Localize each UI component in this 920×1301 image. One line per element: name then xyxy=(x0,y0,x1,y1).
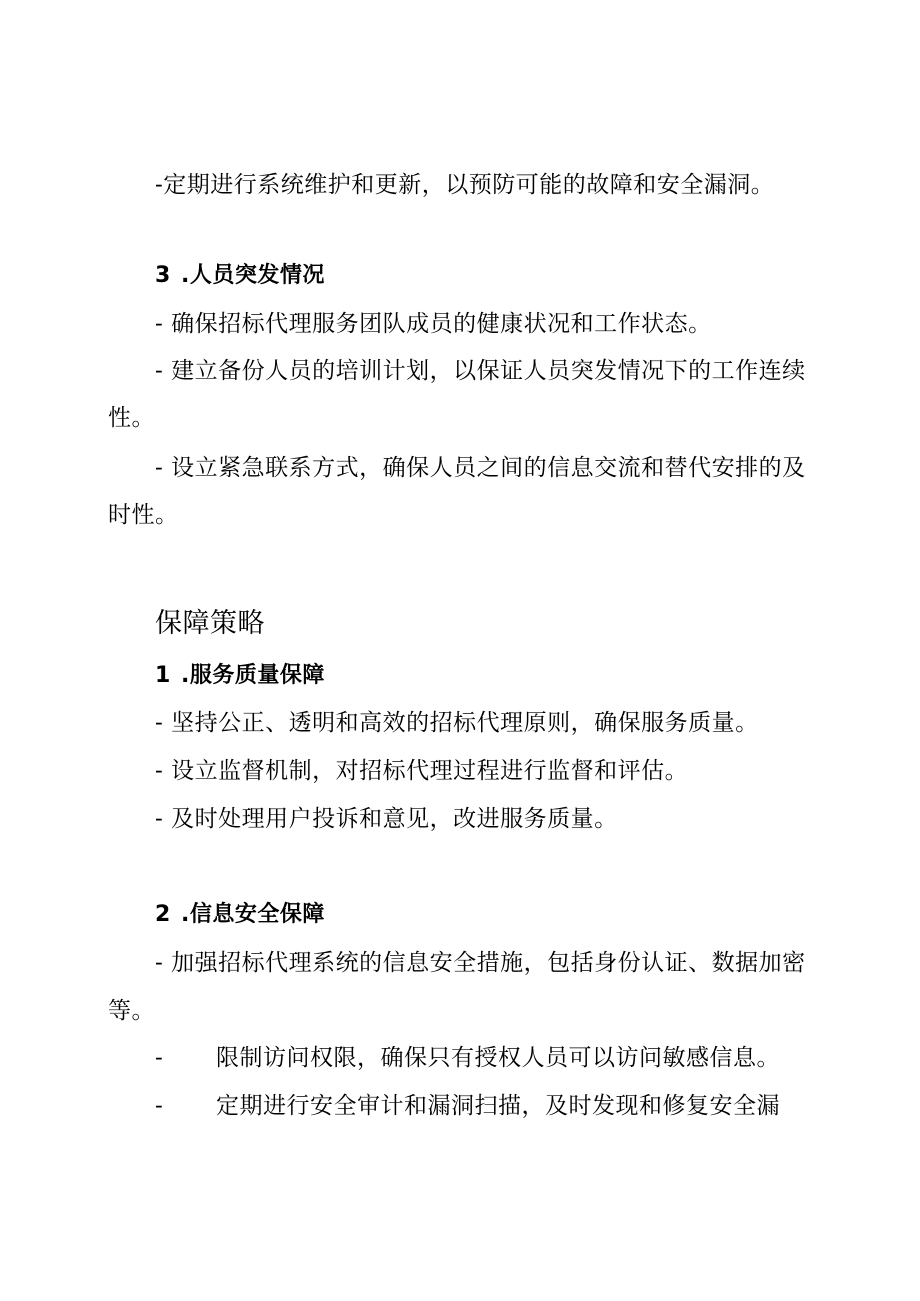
paragraph-backup-training-line1: - 建立备份人员的培训计划，以保证人员突发情况下的工作连续 xyxy=(155,358,806,384)
heading-number: 1 xyxy=(155,663,171,688)
section-title-guarantee-strategy: 保障策略 xyxy=(155,608,265,639)
paragraph-access-restriction xyxy=(155,1043,780,1073)
heading-number: 3 xyxy=(155,263,171,288)
paragraph-security-measures-line1: - 加强招标代理系统的信息安全措施，包括身份认证、数据加密 xyxy=(155,950,806,976)
paragraph-supervision: - 设立监督机制，对招标代理过程进行监督和评估。 xyxy=(155,758,689,784)
list-dash: - xyxy=(155,1093,164,1119)
paragraph-complaints: - 及时处理用户投诉和意见，改进服务质量。 xyxy=(155,806,618,832)
paragraph-fair-principle: - 坚持公正、透明和高效的招标代理原则，确保服务质量。 xyxy=(155,710,759,736)
paragraph-health-status: - 确保招标代理服务团队成员的健康状况和工作状态。 xyxy=(155,311,712,337)
paragraph-emergency-contact-line2: 时性。 xyxy=(108,502,179,528)
paragraph-security-measures-line2: 等。 xyxy=(108,998,155,1024)
paragraph-maintenance: -定期进行系统维护和更新，以预防可能的故障和安全漏洞。 xyxy=(155,172,775,198)
heading-information-security xyxy=(155,900,325,930)
heading-text: .人员突发情况 xyxy=(181,263,325,288)
paragraph-backup-training-line2: 性。 xyxy=(108,405,155,431)
heading-service-quality xyxy=(155,661,325,691)
heading-personnel-emergency xyxy=(155,261,325,291)
heading-text: .服务质量保障 xyxy=(181,663,325,688)
paragraph-security-audit xyxy=(155,1091,780,1121)
heading-number: 2 xyxy=(155,902,171,927)
list-text: 限制访问权限，确保只有授权人员可以访问敏感信息。 xyxy=(216,1045,780,1071)
list-dash: - xyxy=(155,1045,164,1071)
heading-text: .信息安全保障 xyxy=(181,902,325,927)
paragraph-emergency-contact-line1: - 设立紧急联系方式，确保人员之间的信息交流和替代安排的及 xyxy=(155,455,806,481)
list-text: 定期进行安全审计和漏洞扫描，及时发现和修复安全漏 xyxy=(216,1093,780,1119)
